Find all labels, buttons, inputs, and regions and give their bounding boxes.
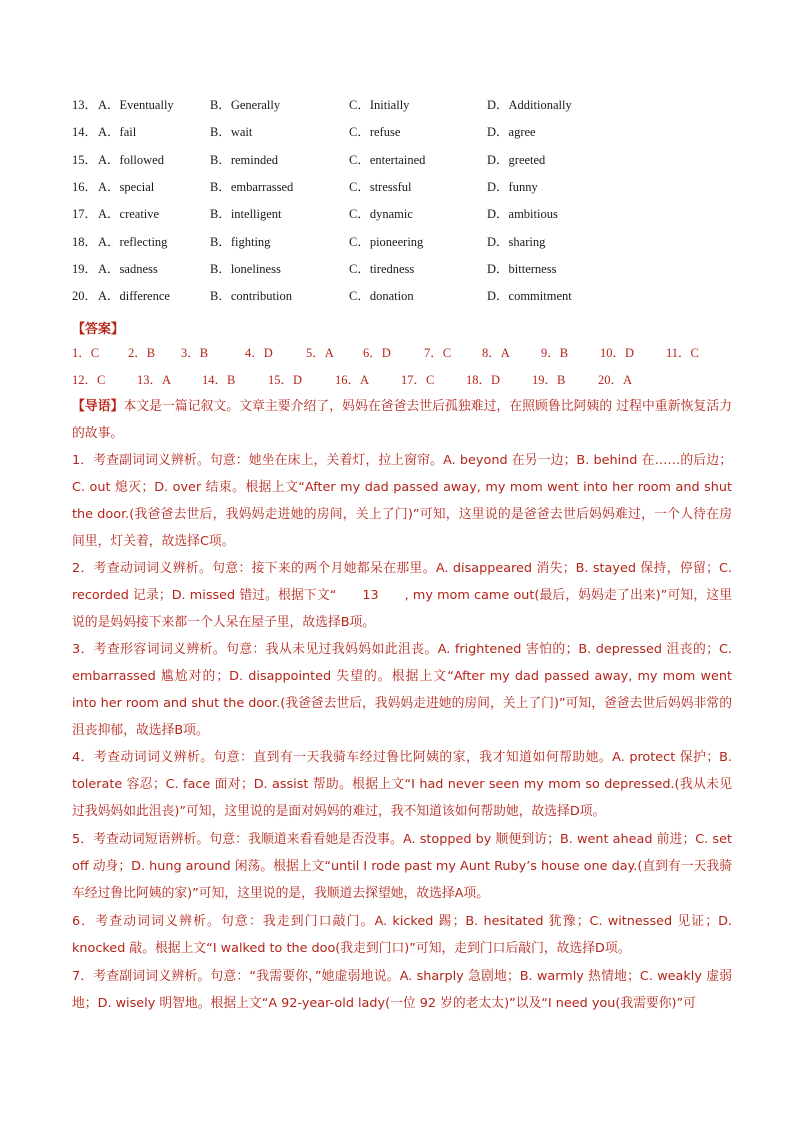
answer-item: 8．A: [482, 346, 510, 360]
option-c: C．dynamic: [349, 207, 413, 222]
option-d: D．sharing: [487, 234, 546, 249]
answer-item: 4．D: [245, 346, 273, 360]
explanation-5: 5．考查动词短语辨析。句意：我顺道来看看她是否没事。A. stopped by 顺便到访；B. went ahead 前进；C. set off 动身；D. hung around 闲荡。根据上文“until I rode past my Aunt Ruby’s house one day.(直到有一天我骑车经过鲁比阿姨的家)”可知，这里说的是，我顺道去探望她，故选择A项。: [72, 832, 732, 901]
option-a: A．sadness: [98, 261, 158, 276]
explanation-6: 6．考查动词词义辨析。句意：我走到门口敲门。A. kicked 踢；B. hesitated 犹豫；C. witnessed 见证；D. knocked 敲。根据上文“I walked to the doo(我走到门口)”可知，走到门口后敲门，故选择D项。: [72, 914, 732, 956]
option-d: D．agree: [487, 125, 536, 140]
answer-item: 9．B: [541, 346, 569, 360]
answer-item: 7．C: [424, 346, 452, 360]
question-number: 13．: [72, 98, 98, 112]
answer-item: 20．A: [598, 373, 633, 387]
option-d: D．Additionally: [487, 98, 572, 112]
question-number: 14．: [72, 125, 98, 140]
option-a: A．difference: [98, 289, 170, 304]
option-b: B．reminded: [210, 152, 279, 167]
option-d: D．bitterness: [487, 261, 557, 276]
explanation-4: 4．考查动词词义辨析。句意：直到有一天我骑车经过鲁比阿姨的家，我才知道如何帮助她。A. protect 保护；B. tolerate 容忍；C. face 面对；D. assist 帮助。根据上文“I had never seen my mom so depressed.(我从未见过我妈妈如此沮丧)”可知，这里说的是面对妈妈的难过，我不知道该如何帮助她，故选择D项。: [72, 750, 732, 819]
option-b: B．loneliness: [210, 261, 281, 276]
question-number: 17．: [72, 207, 98, 222]
answer-item: 16．A: [335, 373, 370, 387]
explanation-3: 3．考查形容词词义辨析。句意：我从未见过我妈妈如此沮丧。A. frightened 害怕的；B. depressed 沮丧的；C. embarrassed 尴尬对的；D. disappointed 失望的。根据上文“After my dad passed away, my mom went into her room and shut the door.(我爸爸去世后，我妈妈走进她的房间，关上了门)”可知，爸爸去世后妈妈非常的沮丧抑郁，故选择B项。: [72, 642, 732, 738]
option-b: B．contribution: [210, 289, 292, 304]
option-d: D．commitment: [487, 289, 572, 304]
answer-heading: 【答案】: [72, 322, 125, 337]
option-c: C．tiredness: [349, 261, 415, 276]
option-c: C．pioneering: [349, 234, 424, 249]
guide-paragraph: [72, 393, 732, 447]
question-number: 18．: [72, 234, 98, 249]
answer-item: 1．C: [72, 346, 100, 360]
option-b: B．Generally: [210, 98, 281, 112]
option-c: C．entertained: [349, 152, 426, 167]
answer-item: 10．D: [600, 346, 635, 360]
guide-text: 本文是一篇记叙文。文章主要介绍了，妈妈在爸爸去世后孤独难过，在照顾鲁比阿姨的 过程中重新恢复活力的故事。: [72, 399, 732, 441]
option-c: C．stressful: [349, 179, 412, 194]
explanation-1: 1．考查副词词义辨析。句意：她坐在床上，关着灯，拉上窗帘。A. beyond 在另一边；B. behind 在……的后边；C. out 熄灭；D. over 结束。根据上文“After my dad passed away, my mom went into her room and shut the door.(我爸爸去世后，我妈妈走进她的房间，关上了门)”可知，这里说的是爸爸去世后妈妈难过，一个人待在房间里，灯关着，故选择C项。: [72, 453, 732, 549]
answer-item: 5．A: [306, 346, 334, 360]
answer-item: 19．B: [532, 373, 566, 387]
answer-item: 3．B: [181, 346, 209, 360]
option-a: A．special: [98, 179, 155, 194]
explanation-2: 2．考查动词词义辨析。句意：接下来的两个月她都呆在那里。A. disappeared 消失；B. stayed 保持，停留；C. recorded 记录；D. missed 错过。根据下文“ 13 , my mom came out(最后，妈妈走了出来)”可知，这里说的是妈妈接下来都一个人呆在屋子里，故选择B项。: [72, 561, 732, 630]
option-c: C．donation: [349, 289, 414, 304]
answer-item: 15．D: [268, 373, 303, 387]
answer-item: 6．D: [363, 346, 391, 360]
option-a: A．Eventually: [98, 98, 174, 112]
explanation-7: 7．考查副词词义辨析。句意：“我需要你，”她虚弱地说。A. sharply 急剧地；B. warmly 热情地；C. weakly 虚弱地；D. wisely 明智地。根据上文“A 92-year-old lady(一位 92 岁的老太太)”以及“I need you(我需要你)”可: [72, 969, 732, 1011]
question-number: 20．: [72, 289, 98, 304]
option-b: B．intelligent: [210, 207, 282, 222]
question-number: 15．: [72, 152, 98, 167]
option-d: D．ambitious: [487, 207, 558, 222]
option-b: B．wait: [210, 125, 253, 140]
option-b: B．fighting: [210, 234, 271, 249]
option-c: C．Initially: [349, 98, 410, 112]
answer-item: 12．C: [72, 373, 106, 387]
option-b: B．embarrassed: [210, 179, 294, 194]
option-a: A．creative: [98, 207, 160, 222]
option-a: A．reflecting: [98, 234, 168, 249]
option-a: A．followed: [98, 152, 164, 167]
answer-item: 18．D: [466, 373, 501, 387]
option-d: D．greeted: [487, 152, 546, 167]
option-c: C．refuse: [349, 125, 401, 140]
question-number: 16．: [72, 179, 98, 194]
option-a: A．fail: [98, 125, 137, 140]
answer-item: 17．C: [401, 373, 435, 387]
answer-item: 14．B: [202, 373, 236, 387]
option-d: D．funny: [487, 179, 538, 194]
guide-label: 【导语】: [72, 399, 124, 414]
answer-item: 2．B: [128, 346, 156, 360]
answer-item: 11．C: [666, 346, 699, 360]
answer-item: 13．A: [137, 373, 172, 387]
question-number: 19．: [72, 261, 98, 276]
